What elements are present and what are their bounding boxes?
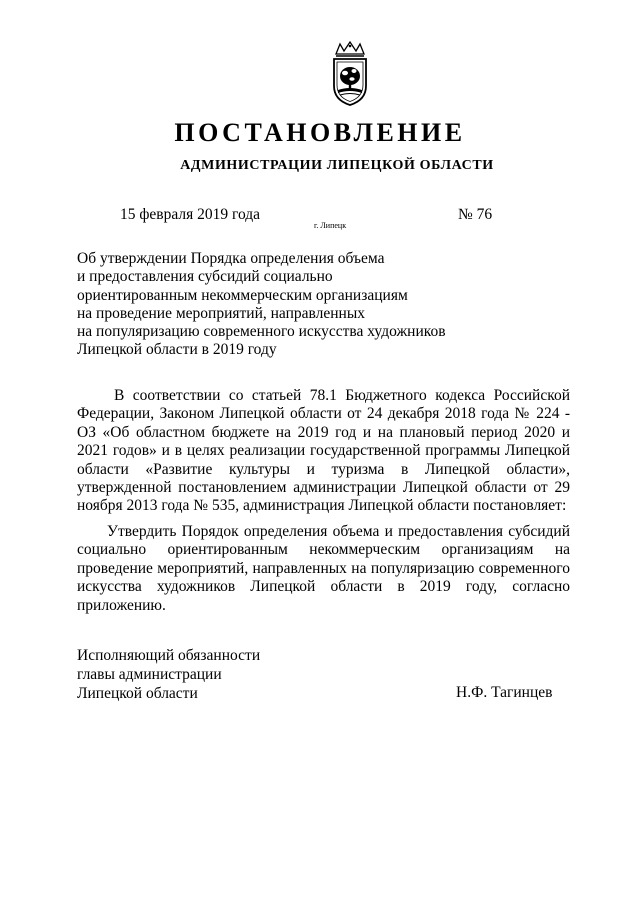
signatory-position — [77, 646, 260, 703]
document-city: г. Липецк — [314, 221, 347, 230]
subject-line: Об утверждении Порядка определения объема — [77, 250, 385, 267]
subject-line: Липецкой области в 2019 году — [77, 341, 277, 359]
subject-line: на проведение мероприятий, направленных — [77, 304, 366, 322]
subject-line: на популяризацию современного искусства художников — [77, 323, 446, 341]
document-subject — [77, 250, 497, 360]
document-date: 15 февраля 2019 года — [120, 206, 261, 223]
signatory-position-line: Липецкой области — [77, 685, 198, 702]
signatory-name: Н.Ф. Тагинцев — [456, 684, 553, 701]
document-issuer: АДМИНИСТРАЦИИ ЛИПЕЦКОЙ ОБЛАСТИ — [180, 158, 494, 173]
document-title: ПОСТАНОВЛЕНИЕ — [174, 118, 466, 147]
body-paragraph-resolution: Утвердить Порядок определения объема и предоставления субсидий социально ориентированным некоммерческим организациям на проведение мероприятий, направленных на популяризацию современного искусства художников Липецкой области в 2019 году, согласно приложению. — [77, 523, 570, 614]
signatory-position-line: Исполняющий обязанности — [77, 647, 261, 664]
subject-line: и предоставления субсидий социально — [77, 268, 333, 286]
document-number: № 76 — [458, 206, 493, 223]
coat-of-arms-icon — [326, 40, 374, 108]
subject-line: ориентированным некоммерческим организациям — [77, 286, 408, 304]
body-paragraph-preamble: В соответствии со статьей 78.1 Бюджетного кодекса Российской Федерации, Законом Липецкой области от 24 декабря 2018 года № 224 - ОЗ «Об областном бюджете на 2019 год и на плановый период 2020 и 2021 годов» и в целях реализации государственной программы Липецкой области «Развитие культуры и туризма в Липецкой области», утвержденной постановлением администрации Липецкой области от 29 ноября 2013 года № 535, администрация Липецкой области постановляет: — [77, 387, 570, 515]
signatory-position-line: главы администрации — [77, 666, 222, 683]
